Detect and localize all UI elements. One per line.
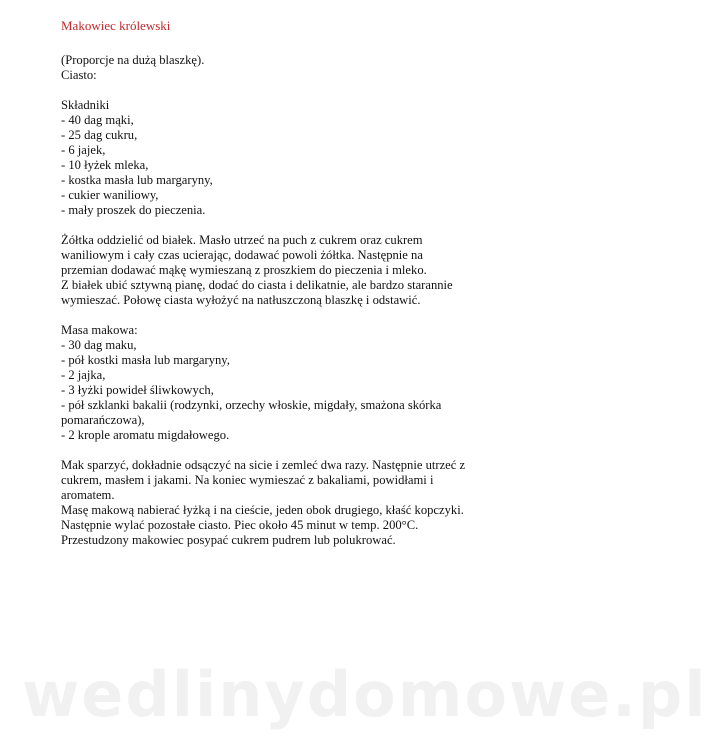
dough-step-line: Żółtka oddzielić od białek. Masło utrzeć na puch z cukrem oraz cukrem	[61, 233, 423, 247]
dough-step-line: przemian dodawać mąkę wymieszaną z proszkiem do pieczenia i mleko.	[61, 263, 427, 277]
ingredient-item: - mały proszek do pieczenia.	[61, 203, 206, 217]
ingredients-header: Składniki	[61, 98, 110, 112]
poppy-ingredient-item: - 30 dag maku,	[61, 338, 137, 352]
poppy-ingredient-item: - pół szklanki bakalii (rodzynki, orzechy włoskie, migdały, smażona skórka	[61, 398, 442, 412]
intro-line: Ciasto:	[61, 68, 97, 82]
final-step-line: Masę makową nabierać łyżką i na cieście, jeden obok drugiego, kłaść kopczyki.	[61, 503, 464, 517]
poppy-ingredient-item: pomarańczowa),	[61, 413, 145, 427]
poppy-ingredient-item: - 2 krople aromatu migdałowego.	[61, 428, 230, 442]
poppy-header: Masa makowa:	[61, 323, 138, 337]
ingredient-item: - 25 dag cukru,	[61, 128, 138, 142]
final-step-line: Następnie wylać pozostałe ciasto. Piec około 45 minut w temp. 200°C.	[61, 518, 419, 532]
dough-step-line: wymieszać. Połowę ciasta wyłożyć na natłuszczoną blaszkę i odstawić.	[61, 293, 421, 307]
spacer	[61, 83, 521, 98]
ingredient-item: - kostka masła lub margaryny,	[61, 173, 213, 187]
final-step-line: cukrem, masłem i jakami. Na koniec wymieszać z bakaliami, powidłami i	[61, 473, 434, 487]
recipe-title: Makowiec królewski	[61, 18, 171, 33]
final-step-line: Przestudzony makowiec posypać cukrem pudrem lub polukrować.	[61, 533, 396, 547]
site-watermark: wedlinydomowe.pl	[22, 658, 707, 731]
dough-step-line: Z białek ubić sztywną pianę, dodać do ciasta i delikatnie, ale bardzo starannie	[61, 278, 453, 292]
dough-step-line: waniliowym i cały czas ucierając, dodawać powoli żółtka. Następnie na	[61, 248, 423, 262]
spacer	[61, 443, 521, 458]
intro-line: (Proporcje na dużą blaszkę).	[61, 53, 205, 67]
poppy-ingredient-item: - pół kostki masła lub margaryny,	[61, 353, 230, 367]
final-step-line: Mak sparzyć, dokładnie odsączyć na sicie i zemleć dwa razy. Następnie utrzeć z	[61, 458, 466, 472]
ingredient-item: - 6 jajek,	[61, 143, 106, 157]
spacer	[61, 308, 521, 323]
recipe-page	[61, 18, 521, 548]
poppy-ingredient-item: - 3 łyżki powideł śliwkowych,	[61, 383, 214, 397]
spacer	[61, 218, 521, 233]
final-step-line: aromatem.	[61, 488, 115, 502]
ingredient-item: - 10 łyżek mleka,	[61, 158, 149, 172]
ingredient-item: - 40 dag mąki,	[61, 113, 134, 127]
ingredient-item: - cukier waniliowy,	[61, 188, 159, 202]
poppy-ingredient-item: - 2 jajka,	[61, 368, 106, 382]
